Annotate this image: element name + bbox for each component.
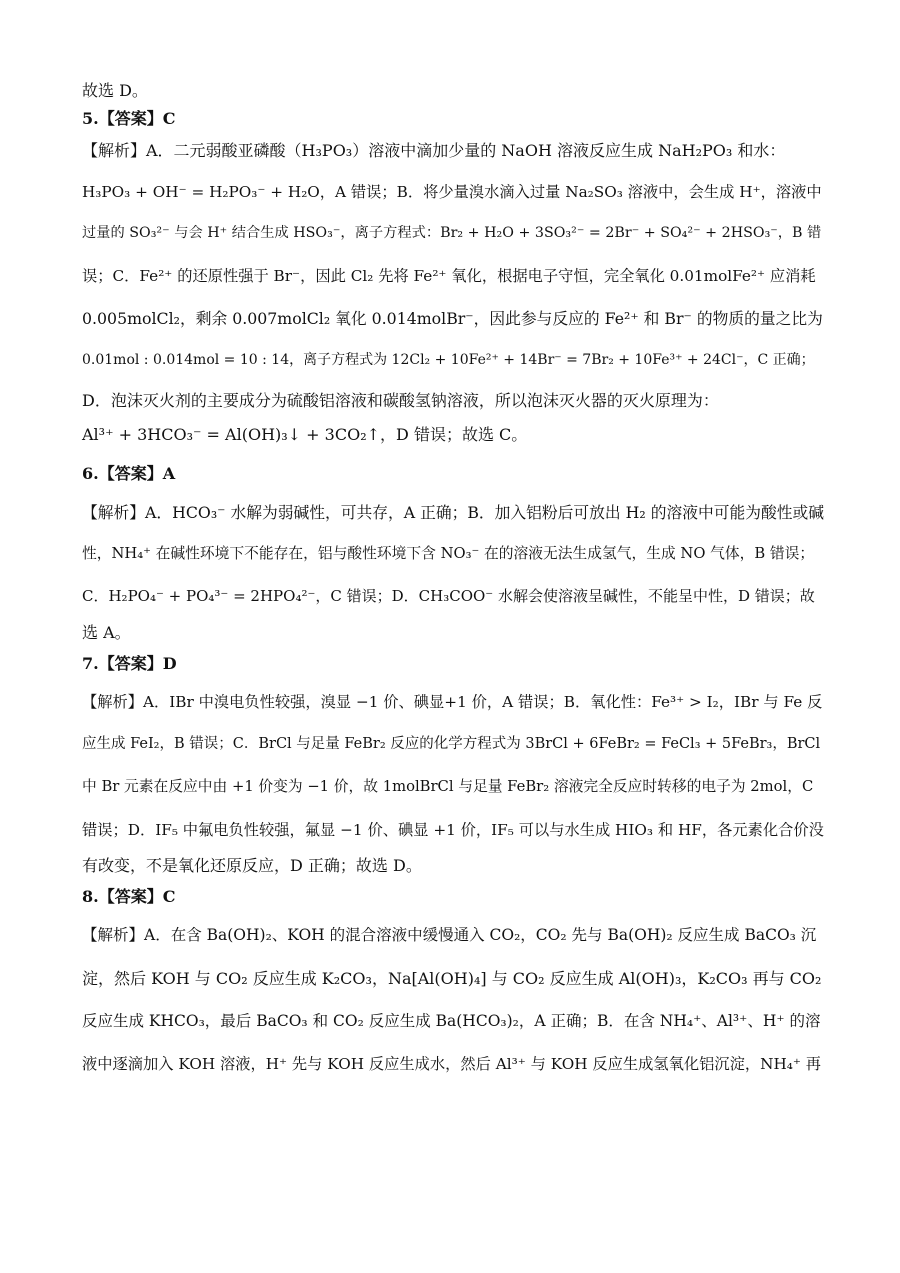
answer-heading-8: 8.【答案】C [82, 887, 176, 906]
analysis-7-line-3: 中 Br 元素在反应中由 +1 价变为 −1 价，故 1molBrCl 与足量 FeBr₂ 溶液完全反应时转移的电子为 2mol，C [82, 778, 814, 795]
answer-heading-7: 7.【答案】D [82, 654, 177, 673]
analysis-8-line-4: 液中逐滴加入 KOH 溶液，H⁺ 先与 KOH 反应生成水，然后 Al³⁺ 与 KOH 反应生成氢氧化铝沉淀，NH₄⁺ 再 [82, 1055, 822, 1073]
analysis-5-line-1: 【解析】A．二元弱酸亚磷酸（H₃PO₃）溶液中滴加少量的 NaOH 溶液反应生成 NaH₂PO₃ 和水： [82, 141, 786, 160]
analysis-7-line-2: 应生成 FeI₂，B 错误；C．BrCl 与足量 FeBr₂ 反应的化学方程式为 3BrCl + 6FeBr₂ = FeCl₃ + 5FeBr₃，BrCl [82, 736, 821, 752]
analysis-8-line-1: 【解析】A．在含 Ba(OH)₂、KOH 的混合溶液中缓慢通入 CO₂，CO₂ 先与 Ba(OH)₂ 反应生成 BaCO₃ 沉 [82, 926, 817, 944]
answer-heading-5: 5.【答案】C [82, 109, 176, 128]
analysis-5-line-3: 过量的 SO₃²⁻ 与会 H⁺ 结合生成 HSO₃⁻，离子方程式：Br₂ + H₂O + 3SO₃²⁻ = 2Br⁻ + SO₄²⁻ + 2HSO₃⁻，B 错 [82, 225, 822, 241]
analysis-5-line-4: 误；C．Fe²⁺ 的还原性强于 Br⁻，因此 Cl₂ 先将 Fe²⁺ 氧化，根据电子守恒，完全氧化 0.01molFe²⁺ 应消耗 [82, 267, 816, 285]
analysis-8-line-3: 反应生成 KHCO₃，最后 BaCO₃ 和 CO₂ 反应生成 Ba(HCO₃)₂，A 正确；B．在含 NH₄⁺、Al³⁺、H⁺ 的溶 [82, 1012, 821, 1030]
analysis-6-line-4: 选 A。 [82, 623, 131, 642]
analysis-7-line-4: 错误；D．IF₅ 中氟电负性较强，氟显 −1 价、碘显 +1 价，IF₅ 可以与水生成 HIO₃ 和 HF，各元素化合价没 [82, 821, 824, 839]
analysis-6-line-1: 【解析】A．HCO₃⁻ 水解为弱碱性，可共存，A 正确；B．加入铝粉后可放出 H₂ 的溶液中可能为酸性或碱 [82, 503, 824, 522]
analysis-6-line-2: 性，NH₄⁺ 在碱性环境下不能存在，铝与酸性环境下含 NO₃⁻ 在的溶液无法生成氢气，生成 NO 气体，B 错误； [82, 545, 815, 562]
analysis-5-line-5: 0.005molCl₂，剩余 0.007molCl₂ 氧化 0.014molBr⁻，因此参与反应的 Fe²⁺ 和 Br⁻ 的物质的量之比为 [82, 309, 823, 328]
analysis-5-line-2: H₃PO₃ + OH⁻ = H₂PO₃⁻ + H₂O，A 错误；B．将少量溴水滴入过量 Na₂SO₃ 溶液中，会生成 H⁺，溶液中 [82, 183, 822, 201]
analysis-6-line-3: C．H₂PO₄⁻ + PO₄³⁻ = 2HPO₄²⁻，C 错误；D．CH₃COO⁻ 水解会使溶液呈碱性，不能呈中性，D 错误；故 [82, 587, 815, 605]
analysis-5-line-7: D．泡沫灭火剂的主要成分为硫酸铝溶液和碳酸氢钠溶液，所以泡沫灭火器的灭火原理为： [82, 391, 719, 410]
text-line-conclusion-4: 故选 D。 [82, 81, 148, 100]
analysis-5-line-8: Al³⁺ + 3HCO₃⁻ = Al(OH)₃↓ + 3CO₂↑，D 错误；故选 C。 [82, 425, 528, 444]
analysis-8-line-2: 淀，然后 KOH 与 CO₂ 反应生成 K₂CO₃，Na[Al(OH)₄] 与 CO₂ 反应生成 Al(OH)₃，K₂CO₃ 再与 CO₂ [82, 969, 822, 988]
analysis-7-line-1: 【解析】A．IBr 中溴电负性较强，溴显 −1 价、碘显+1 价，A 错误；B．氧化性：Fe³⁺ > I₂，IBr 与 Fe 反 [82, 693, 823, 711]
analysis-5-line-6: 0.01mol : 0.014mol = 10 : 14，离子方程式为 12Cl₂ + 10Fe²⁺ + 14Br⁻ = 7Br₂ + 10Fe³⁺ + 24Cl⁻，C 正确； [82, 352, 815, 368]
analysis-7-line-5: 有改变，不是氧化还原反应，D 正确；故选 D。 [82, 856, 422, 875]
answer-heading-6: 6.【答案】A [82, 464, 176, 483]
